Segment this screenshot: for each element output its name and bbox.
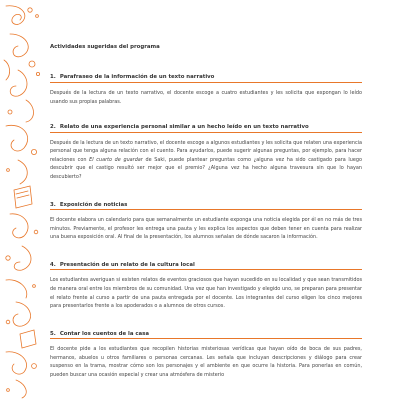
activity-title: Relato de una experiencia personal similar a un hecho leído en un texto narrativo [59, 124, 309, 131]
activity-heading [50, 124, 362, 132]
activity-title: Exposición de noticias [59, 201, 128, 208]
activity-heading [50, 202, 362, 210]
activity-3 [50, 202, 362, 242]
activity-number: 2. [50, 124, 56, 131]
decorative-swirl-border-icon [0, 0, 44, 400]
activity-description: Los estudiantes averiguan si existen relatos de eventos graciosos que hayan sucedido en su localidad y que sean transmitidos de manera oral entre los miembros de su comunidad. Una vez que han investigado y elegido uno, se preparan para presentar el relato frente al curso a partir de una pauta entregada por el docente. Los integrantes del curso eligen los cinco mejores para presentarlos frente a los apoderados o a alumnos de otros cursos. [50, 277, 362, 310]
activity-4 [50, 262, 362, 311]
activity-description-part: Después de la lectura de un texto narrativo, el docente escoge a algunos estudiantes y les solicita que relaten una experiencia personal que tenga alguna relación con el cuento. Para ayudarlos, puede sugerir algunas preguntas, por ejemplo, para hacer relaciones con [50, 139, 362, 163]
activity-title: Presentación de un relato de la cultura local [59, 261, 195, 268]
page-title: Actividades sugeridas del programa [50, 44, 160, 50]
activity-5 [50, 331, 362, 380]
activity-description: El docente elabora un calendario para que semanalmente un estudiante exponga una noticia elegida por él en no más de tres minutos. Previamente, el profesor les entrega una pauta y les explica los aspectos que deben tener en cuenta para realizar una buena exposición oral. Al final de la presentación, los alumnos señalan de dónde sacaron la información. [50, 217, 362, 241]
book-title: El cuarto de guardar [89, 156, 143, 163]
activity-heading [50, 262, 362, 270]
activity-heading [50, 331, 362, 339]
activity-number: 3. [50, 201, 56, 208]
activity-title: Contar los cuentos de la casa [59, 330, 150, 337]
activity-title: Parafraseo de la información de un texto narrativo [59, 74, 215, 81]
activity-description-part: de Saki, puede plantear preguntas como ¿alguna vez ha sido castigado para luego descubrir que el castigo resultó ser mejor que el premio? ¿Alguna vez ha hecho alguna travesura sin que lo hayan descubierto? [50, 156, 362, 181]
activity-1 [50, 74, 362, 106]
activity-number: 4. [50, 261, 56, 268]
activity-number: 5. [50, 330, 56, 337]
activity-heading [50, 74, 362, 82]
activity-description [50, 139, 362, 182]
activity-description: Después de la lectura de un texto narrativo, el docente escoge a cuatro estudiantes y les solicita que expongan lo leído usando sus propias palabras. [50, 89, 362, 105]
activity-2 [50, 124, 362, 181]
activity-description: El docente pide a los estudiantes que recopilen historias misteriosas verídicas que hayan oído de boca de sus padres, hermanos, abuelos u otros familiares o personas cercanas. Les señala que incluyan descripciones y diálogo para crear suspenso en la trama, mostrar cómo son los personajes y el ambiente en que ocurre la historia. Para ponerlas en común, pueden buscar una ocasión especial y crear una atmósfera de misterio [50, 346, 362, 378]
document-body [50, 44, 362, 380]
activity-number: 1. [50, 74, 56, 81]
